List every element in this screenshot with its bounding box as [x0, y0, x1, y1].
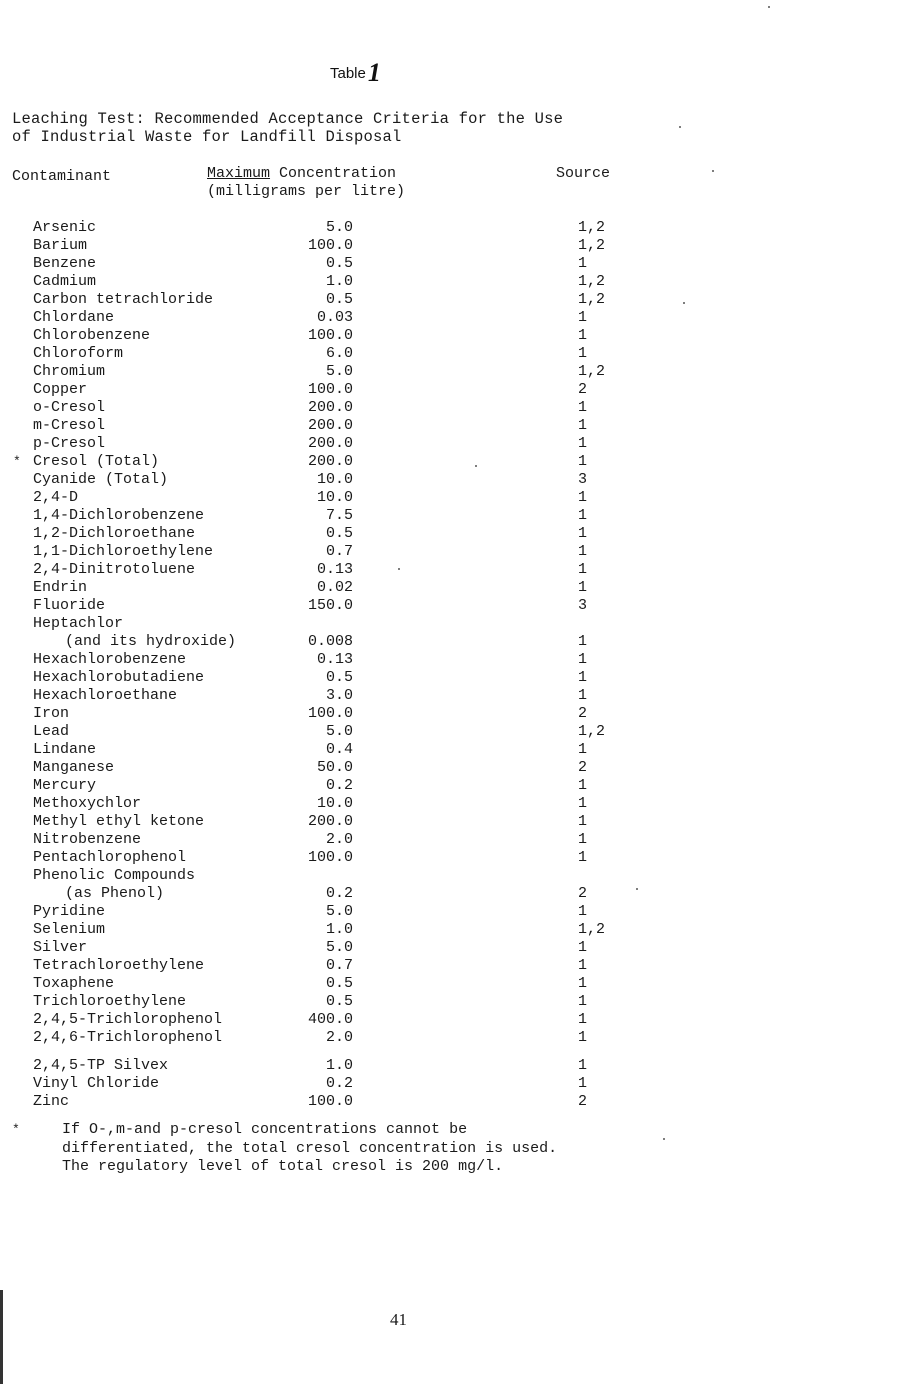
contaminant-name: Benzene: [33, 255, 97, 272]
max-concentration: 2.0: [325, 831, 353, 848]
table-row: [0, 993, 700, 1011]
max-concentration: 400.0: [307, 1011, 353, 1028]
contaminant-name: Hexachlorobutadiene: [33, 669, 205, 686]
contaminant-name: 1,2-Dichloroethane: [33, 525, 196, 542]
source-ref: 1: [578, 993, 588, 1010]
max-concentration: 200.0: [307, 435, 353, 452]
contaminant-table: [0, 219, 700, 1111]
table-row: [0, 705, 700, 723]
source-ref: 1: [578, 345, 588, 362]
source-ref: 1,2: [578, 219, 606, 236]
max-concentration: 3.0: [325, 687, 353, 704]
source-ref: 1,2: [578, 723, 606, 740]
max-concentration: 0.2: [325, 1075, 353, 1092]
contaminant-name: m-Cresol: [33, 417, 106, 434]
table-row: [0, 1057, 700, 1075]
scan-edge: [0, 1290, 3, 1384]
title-line-2: of Industrial Waste for Landfill Disposal: [12, 128, 402, 146]
contaminant-name: 2,4,5-TP Silvex: [33, 1057, 169, 1074]
column-header-source: Source: [556, 165, 611, 182]
max-concentration: 7.5: [325, 507, 353, 524]
table-row: [0, 417, 700, 435]
contaminant-name: 1,4-Dichlorobenzene: [33, 507, 205, 524]
table-row: [0, 1029, 700, 1047]
table-row: [0, 1093, 700, 1111]
max-concentration: 5.0: [325, 939, 353, 956]
table-row: [0, 273, 700, 291]
max-concentration: 5.0: [325, 363, 353, 380]
max-concentration: 0.4: [325, 741, 353, 758]
source-ref: 1: [578, 1057, 588, 1074]
contaminant-name: (as Phenol): [65, 885, 165, 902]
table-row: [0, 777, 700, 795]
scan-speck: [768, 6, 770, 8]
footnote-line-3: The regulatory level of total cresol is 200 mg/l.: [62, 1158, 504, 1175]
source-ref: 2: [578, 759, 588, 776]
table-row: [0, 867, 700, 885]
table-row: [0, 669, 700, 687]
max-concentration: 1.0: [325, 921, 353, 938]
table-row: [0, 849, 700, 867]
source-ref: 1: [578, 1011, 588, 1028]
contaminant-name: Pyridine: [33, 903, 106, 920]
scan-speck: [712, 170, 714, 172]
source-ref: 1: [578, 561, 588, 578]
table-row: [0, 651, 700, 669]
source-ref: 1,2: [578, 363, 606, 380]
source-ref: 1: [578, 831, 588, 848]
contaminant-name: Lead: [33, 723, 70, 740]
source-ref: 1: [578, 849, 588, 866]
table-row: [0, 309, 700, 327]
scan-speck: [636, 888, 638, 890]
source-ref: 1: [578, 453, 588, 470]
source-ref: 1,2: [578, 291, 606, 308]
source-ref: 1: [578, 417, 588, 434]
title-line-1: Leaching Test: Recommended Acceptance Criteria for the Use: [12, 110, 564, 128]
max-concentration: 5.0: [325, 219, 353, 236]
table-heading: [330, 58, 381, 88]
contaminant-name: Cadmium: [33, 273, 97, 290]
source-ref: 2: [578, 705, 588, 722]
max-concentration: 10.0: [316, 489, 353, 506]
table-row: [0, 921, 700, 939]
contaminant-name: Copper: [33, 381, 88, 398]
footnote: [12, 1121, 557, 1177]
contaminant-name: Pentachlorophenol: [33, 849, 187, 866]
contaminant-name: o-Cresol: [33, 399, 106, 416]
page-number: 41: [390, 1310, 407, 1329]
source-ref: 3: [578, 471, 588, 488]
contaminant-name: Cyanide (Total): [33, 471, 169, 488]
source-ref: 1: [578, 507, 588, 524]
source-ref: 1: [578, 795, 588, 812]
table-row: [0, 957, 700, 975]
max-concentration: 0.5: [325, 255, 353, 272]
source-ref: 1: [578, 543, 588, 560]
source-ref: 1: [578, 741, 588, 758]
max-concentration: 1.0: [325, 1057, 353, 1074]
table-row: [0, 255, 700, 273]
scan-speck: [475, 465, 477, 467]
table-row: [0, 831, 700, 849]
contaminant-name: Hexachloroethane: [33, 687, 178, 704]
source-ref: 1: [578, 939, 588, 956]
table-row: [0, 885, 700, 903]
table-row: [0, 219, 700, 237]
source-ref: 1: [578, 327, 588, 344]
footnote-line-2: differentiated, the total cresol concentration is used.: [62, 1139, 558, 1157]
table-row: [0, 975, 700, 993]
column-header-contaminant: Contaminant: [12, 168, 112, 185]
source-ref: 2: [578, 381, 588, 398]
table-row: [0, 1011, 700, 1029]
scan-speck: [398, 568, 400, 570]
max-concentration: 5.0: [325, 723, 353, 740]
max-concentration: 10.0: [316, 471, 353, 488]
max-concentration: 5.0: [325, 903, 353, 920]
table-row: [0, 453, 700, 471]
max-concentration: 0.5: [325, 291, 353, 308]
max-concentration: 10.0: [316, 795, 353, 812]
contaminant-name: Methoxychlor: [33, 795, 142, 812]
contaminant-name: 2,4,6-Trichlorophenol: [33, 1029, 223, 1046]
table-row: [0, 327, 700, 345]
source-ref: 1: [578, 633, 588, 650]
source-ref: 1: [578, 813, 588, 830]
table-row: [0, 471, 700, 489]
contaminant-name: Chlorobenzene: [33, 327, 151, 344]
max-concentration: 100.0: [307, 381, 353, 398]
table-row: [0, 561, 700, 579]
contaminant-name: Vinyl Chloride: [33, 1075, 160, 1092]
max-concentration: 100.0: [307, 705, 353, 722]
contaminant-name: Nitrobenzene: [33, 831, 142, 848]
max-concentration: 0.5: [325, 975, 353, 992]
source-ref: 1: [578, 651, 588, 668]
concentration-header-rest: Concentration: [270, 165, 397, 182]
source-ref: 1: [578, 687, 588, 704]
contaminant-name: Hexachlorobenzene: [33, 651, 187, 668]
table-row: [0, 579, 700, 597]
source-ref: 1: [578, 255, 588, 272]
source-ref: 1: [578, 525, 588, 542]
contaminant-name: Chromium: [33, 363, 106, 380]
concentration-units: (milligrams per litre): [207, 183, 406, 200]
source-ref: 1: [578, 777, 588, 794]
scan-speck: [683, 302, 685, 304]
contaminant-name: Methyl ethyl ketone: [33, 813, 205, 830]
contaminant-name: Heptachlor: [33, 615, 124, 632]
table-row: [0, 615, 700, 633]
table-row: [0, 543, 700, 561]
source-ref: 1: [578, 399, 588, 416]
source-ref: 1,2: [578, 237, 606, 254]
source-ref: 1,2: [578, 921, 606, 938]
contaminant-name: Selenium: [33, 921, 106, 938]
document-title: [12, 110, 563, 146]
contaminant-name: p-Cresol: [33, 435, 106, 452]
contaminant-name: 2,4-Dinitrotoluene: [33, 561, 196, 578]
contaminant-name: Manganese: [33, 759, 115, 776]
contaminant-name: Trichloroethylene: [33, 993, 187, 1010]
table-row: [0, 723, 700, 741]
contaminant-name: Cresol (Total): [33, 453, 160, 470]
source-ref: 2: [578, 885, 588, 902]
source-ref: 2: [578, 1093, 588, 1110]
table-row: [0, 939, 700, 957]
contaminant-name: Endrin: [33, 579, 88, 596]
table-row: [0, 903, 700, 921]
scan-speck: [663, 1138, 665, 1140]
source-ref: 1: [578, 1075, 588, 1092]
max-concentration: 100.0: [307, 237, 353, 254]
contaminant-name: Phenolic Compounds: [33, 867, 196, 884]
table-row: [0, 345, 700, 363]
contaminant-name: Zinc: [33, 1093, 70, 1110]
table-row: [0, 525, 700, 543]
source-ref: 3: [578, 597, 588, 614]
table-row: [0, 507, 700, 525]
max-concentration: 0.7: [325, 543, 353, 560]
max-concentration: 200.0: [307, 399, 353, 416]
contaminant-name: 2,4-D: [33, 489, 79, 506]
table-row: [0, 759, 700, 777]
table-row: [0, 687, 700, 705]
max-concentration: 0.008: [307, 633, 353, 650]
max-concentration: 0.5: [325, 525, 353, 542]
contaminant-name: Chloroform: [33, 345, 124, 362]
concentration-underlined-word: Maximum: [207, 165, 271, 182]
max-concentration: 200.0: [307, 417, 353, 434]
contaminant-name: Iron: [33, 705, 70, 722]
table-row: [0, 795, 700, 813]
max-concentration: 6.0: [325, 345, 353, 362]
contaminant-name: Tetrachloroethylene: [33, 957, 205, 974]
footnote-line-1: If O-,m-and p-cresol concentrations cannot be: [62, 1121, 468, 1138]
max-concentration: 100.0: [307, 1093, 353, 1110]
table-row: [0, 399, 700, 417]
max-concentration: 0.02: [316, 579, 353, 596]
contaminant-name: Barium: [33, 237, 88, 254]
table-row: [0, 489, 700, 507]
max-concentration: 0.2: [325, 885, 353, 902]
contaminant-name: 1,1-Dichloroethylene: [33, 543, 214, 560]
contaminant-name: Lindane: [33, 741, 97, 758]
table-heading-number: 1: [367, 58, 381, 87]
table-heading-label: Table: [330, 65, 366, 82]
contaminant-name: Carbon tetrachloride: [33, 291, 214, 308]
max-concentration: 50.0: [316, 759, 353, 776]
scan-speck: [679, 126, 681, 128]
table-row: [0, 633, 700, 651]
table-row: [0, 381, 700, 399]
max-concentration: 100.0: [307, 849, 353, 866]
footnote-marker: *: [13, 454, 21, 469]
contaminant-name: 2,4,5-Trichlorophenol: [33, 1011, 223, 1028]
contaminant-name: Silver: [33, 939, 88, 956]
max-concentration: 0.5: [325, 993, 353, 1010]
table-row: [0, 1075, 700, 1093]
max-concentration: 200.0: [307, 813, 353, 830]
max-concentration: 0.13: [316, 561, 353, 578]
max-concentration: 0.13: [316, 651, 353, 668]
max-concentration: 150.0: [307, 597, 353, 614]
max-concentration: 0.5: [325, 669, 353, 686]
source-ref: 1: [578, 309, 588, 326]
source-ref: 1: [578, 957, 588, 974]
max-concentration: 2.0: [325, 1029, 353, 1046]
max-concentration: 0.2: [325, 777, 353, 794]
source-ref: 1: [578, 435, 588, 452]
source-ref: 1,2: [578, 273, 606, 290]
source-ref: 1: [578, 1029, 588, 1046]
contaminant-name: Mercury: [33, 777, 97, 794]
max-concentration: 0.7: [325, 957, 353, 974]
column-header-concentration: [207, 165, 405, 201]
max-concentration: 1.0: [325, 273, 353, 290]
max-concentration: 200.0: [307, 453, 353, 470]
table-row: [0, 741, 700, 759]
source-ref: 1: [578, 579, 588, 596]
table-row: [0, 435, 700, 453]
contaminant-name: (and its hydroxide): [65, 633, 237, 650]
source-ref: 1: [578, 669, 588, 686]
table-row: [0, 237, 700, 255]
source-ref: 1: [578, 975, 588, 992]
source-ref: 1: [578, 903, 588, 920]
max-concentration: 0.03: [316, 309, 353, 326]
contaminant-name: Chlordane: [33, 309, 115, 326]
table-row: [0, 813, 700, 831]
table-row: [0, 597, 700, 615]
contaminant-name: Fluoride: [33, 597, 106, 614]
contaminant-name: Toxaphene: [33, 975, 115, 992]
table-row: [0, 363, 700, 381]
max-concentration: 100.0: [307, 327, 353, 344]
source-ref: 1: [578, 489, 588, 506]
table-row: [0, 291, 700, 309]
contaminant-name: Arsenic: [33, 219, 97, 236]
footnote-marker: *: [12, 1122, 20, 1137]
